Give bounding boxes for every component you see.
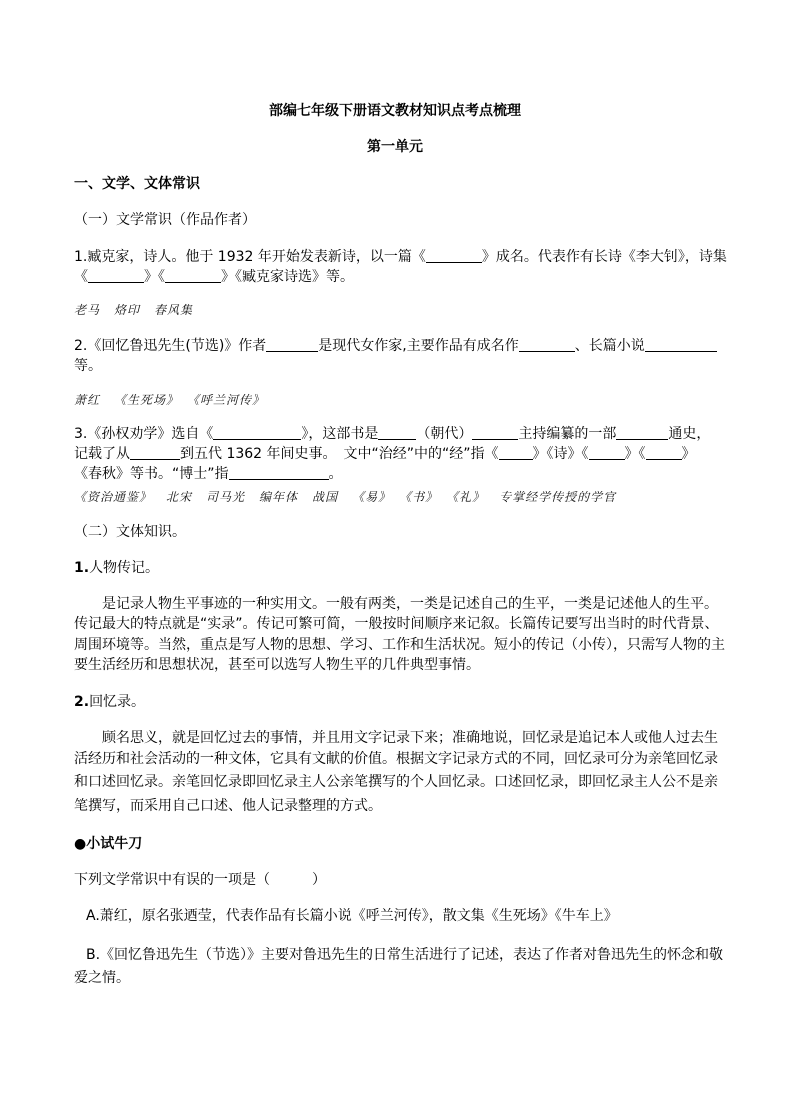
q3-text-c: （朝代） (416, 426, 473, 442)
genre-1-para-line: 要生活经历和思想状况，甚至可以选写人物生平的几件典型事情。 (74, 657, 480, 673)
q3-text-h: 》《诗》《 (532, 446, 589, 462)
q2-answers (74, 390, 279, 410)
q2-answer: 萧红 (74, 393, 101, 407)
q2-text-a: 2.《回忆鲁迅先生(节选)》作者 (74, 338, 267, 354)
q3-line1 (74, 424, 710, 444)
genre-1-para-line: 是记录人物生平事迹的一种实用文。一般有两类，一类是记述自己的生平，一类是记述他人的生平。 (102, 596, 718, 612)
q3-blank-6 (499, 445, 533, 460)
unit-title: 第一单元 (367, 139, 423, 155)
section-heading: 一、文学、文体常识 (74, 176, 200, 192)
q3-answer: 《易》 (352, 490, 392, 504)
q1-answer: 老马 (74, 303, 101, 317)
q3-line3 (74, 464, 343, 484)
q3-answer: 《礼》 (452, 490, 486, 504)
subsection-genre: （二）文体知识。 (74, 524, 186, 540)
genre-2-title: 回忆录。 (89, 694, 146, 710)
q2-line2: 等。 (74, 358, 102, 374)
genre-1-para-line: 传记最大的特点就是“实录”。传记可繁可简，一般按时间顺序来记叙。长篇传记要写出当时的时代背景、 (74, 616, 719, 632)
q1-blank-2 (88, 268, 144, 283)
genre-2-heading (74, 692, 145, 712)
genre-1-heading (74, 558, 159, 578)
q1-text-a: 1.臧克家，诗人。他于 1932 年开始发表新诗，以一篇《 (74, 249, 426, 265)
q2-text-b: 是现代女作家,主要作品有成名作 (318, 338, 519, 354)
q3-blank-8 (646, 445, 682, 460)
q3-answer: 《资治通鉴》 (74, 490, 153, 504)
q2-blank-1 (266, 337, 318, 352)
option-b-line1: B.《回忆鲁迅先生（节选）》主要对鲁迅先生的日常生活进行了记述，表达了作者对鲁迅先生的怀念和敬 (86, 947, 724, 963)
q3-text-j: 》 (681, 446, 696, 462)
q3-text-b: 》，这部书是 (301, 426, 379, 442)
q2-text-c: 、长篇小说 (574, 338, 645, 354)
q3-text-f: 记载了从 (74, 446, 130, 462)
q1-blank-3 (165, 268, 221, 283)
subsection-literature: （一）文学常识（作品作者） (74, 212, 256, 228)
q3-answer: 北宋 (166, 490, 193, 504)
q1-text-d: 》《 (144, 269, 165, 285)
genre-2-para-line: 顾名思义，就是回忆过去的事情，并且用文字记录下来；准确地说，回忆录是追记本人或他人过去生 (102, 730, 718, 746)
q3-text-k: 《春秋》等书。“博士”指 (74, 466, 229, 482)
q2-answer: 《呼兰河传》 (193, 393, 266, 407)
genre-1-title: 人物传记。 (89, 560, 160, 576)
q3-text-g: 到五代 1362 年间史事。 文中“治经”中的“经”指《 (180, 446, 499, 462)
q3-text-a: 3.《孙权劝学》选自《 (74, 426, 214, 442)
option-b-line2: 爱之情。 (74, 970, 130, 986)
q3-blank-3 (472, 425, 518, 440)
genre-2-number: 2. (74, 694, 90, 710)
q2-blank-2 (519, 337, 575, 352)
q1-text-c: 《 (74, 269, 88, 285)
q3-answer: 《书》 (405, 490, 439, 504)
q1-text-e: 》《臧克家诗选》等。 (221, 269, 354, 285)
q2-answer: 《生死场》 (114, 393, 180, 407)
q3-text-e: 通史， (668, 426, 711, 442)
q1-line2 (74, 267, 354, 287)
genre-1-number: 1. (74, 560, 90, 576)
document-title: 部编七年级下册语文教材知识点考点梳理 (269, 103, 521, 119)
q3-answer: 司马光 (206, 490, 246, 504)
practice-heading: ●小试牛刀 (74, 836, 143, 852)
q1-answer: 烙印 (114, 303, 141, 317)
q1-answer: 春风集 (154, 303, 194, 317)
practice-question: 下列文学常识中有误的一项是（ ） (74, 872, 326, 888)
q3-text-d: 主持编纂的一部 (518, 426, 617, 442)
genre-2-para-line: 和口述回忆录。亲笔回忆录即回忆录主人公亲笔撰写的个人回忆录。口述回忆录，即回忆录主人公不是亲 (74, 774, 718, 790)
q2-line1 (74, 336, 717, 356)
genre-2-para-line: 活经历和社会活动的一种文体，它具有文献的价值。根据文字记录方式的不同，回忆录可分为亲笔回忆录 (74, 751, 718, 767)
option-a: A.萧红，原名张迺莹，代表作品有长篇小说《呼兰河传》，散文集《生死场》《牛车上》 (86, 908, 618, 924)
q3-answer: 编年体 (259, 490, 299, 504)
q3-answer: 战国 (312, 490, 339, 504)
q3-blank-7 (589, 445, 625, 460)
q3-blank-2 (378, 425, 416, 440)
q1-line1 (74, 247, 727, 267)
q3-blank-9 (229, 465, 329, 480)
q1-text-b: 》成名。代表作有长诗《李大钊》，诗集 (481, 249, 727, 265)
q1-blank-1 (426, 248, 482, 263)
q3-answer: 专掌经学传授的学官 (499, 490, 617, 504)
q2-blank-3 (645, 337, 717, 352)
genre-2-para-line: 笔撰写，而采用自己口述、他人记录整理的方式。 (74, 798, 382, 814)
q3-text-l: 。 (328, 466, 343, 482)
q3-blank-5 (130, 445, 180, 460)
genre-1-para-line: 周围环境等。当然，重点是写人物的思想、学习、工作和生活状况。短小的传记（小传），只需写人物的主 (74, 637, 725, 653)
q3-text-i: 》《 (624, 446, 646, 462)
q1-answers (74, 300, 207, 320)
q3-blank-4 (616, 425, 668, 440)
q3-line2 (74, 444, 696, 464)
q3-answers (74, 487, 630, 507)
q3-blank-1 (213, 425, 301, 440)
